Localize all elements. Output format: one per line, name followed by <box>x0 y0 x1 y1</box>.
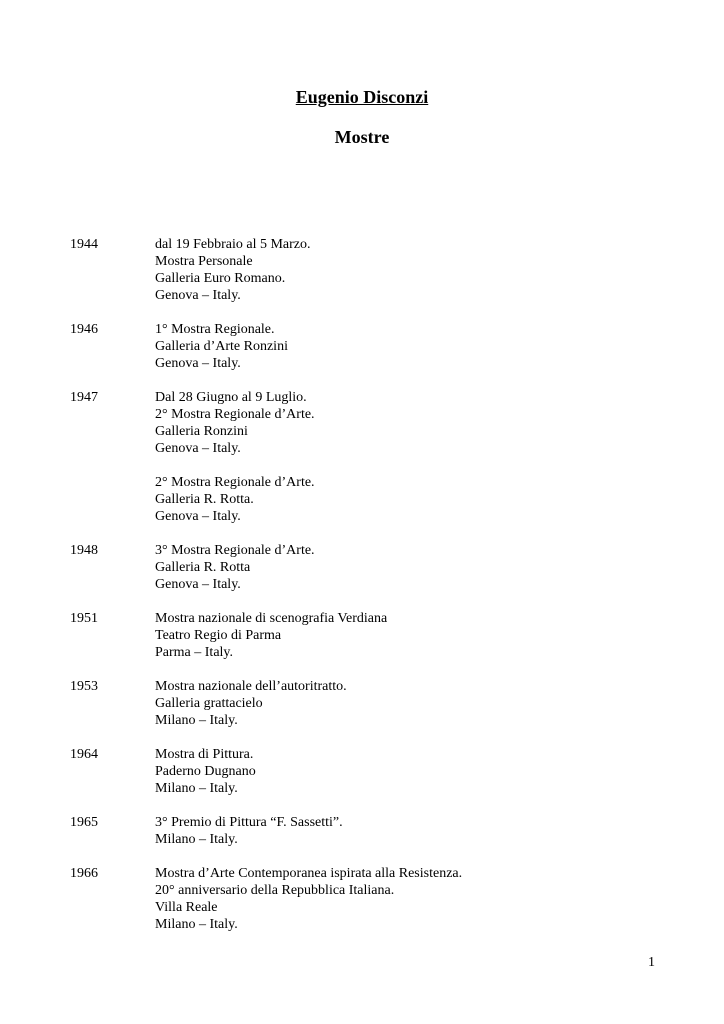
entry-detail-line: Villa Reale <box>155 900 218 915</box>
entry-details <box>155 610 690 661</box>
entry-detail-line: Mostra Personale <box>155 254 253 269</box>
entry-detail-line: Mostra nazionale di scenografia Verdiana <box>155 611 388 626</box>
entry-detail-line: 2° Mostra Regionale d’Arte. <box>155 475 315 490</box>
entry-detail-line: 3° Mostra Regionale d’Arte. <box>155 543 315 558</box>
exhibition-entry <box>70 542 690 593</box>
entry-detail-line: Galleria Euro Romano. <box>155 271 286 286</box>
entry-detail-line: Mostra nazionale dell’autoritratto. <box>155 679 347 694</box>
entry-year: 1951 <box>70 611 98 626</box>
exhibition-list <box>70 236 690 950</box>
entry-detail-line: 1° Mostra Regionale. <box>155 322 275 337</box>
entry-detail-line: Galleria Ronzini <box>155 424 248 439</box>
entry-details <box>155 474 690 525</box>
entry-details <box>155 542 690 593</box>
exhibition-entry <box>70 321 690 372</box>
entry-year: 1953 <box>70 679 98 694</box>
entry-details <box>155 236 690 304</box>
exhibition-entry <box>70 678 690 729</box>
entry-detail-line: 3° Premio di Pittura “F. Sassetti”. <box>155 815 343 830</box>
entry-details <box>155 678 690 729</box>
entry-detail-line: Milano – Italy. <box>155 713 238 728</box>
entry-details <box>155 389 690 457</box>
entry-detail-line: Galleria grattacielo <box>155 696 263 711</box>
exhibition-entry <box>70 865 690 933</box>
entry-detail-line: Dal 28 Giugno al 9 Luglio. <box>155 390 307 405</box>
page-number: 1 <box>648 955 655 970</box>
entry-year: 1948 <box>70 543 98 558</box>
entry-detail-line: 20° anniversario della Repubblica Italiana. <box>155 883 395 898</box>
exhibition-entry <box>70 389 690 457</box>
entry-detail-line: Milano – Italy. <box>155 781 238 796</box>
entry-detail-line: Genova – Italy. <box>155 509 241 524</box>
entry-year: 1946 <box>70 322 98 337</box>
exhibition-entry <box>70 474 690 525</box>
entry-detail-line: Teatro Regio di Parma <box>155 628 282 643</box>
entry-year <box>70 474 155 525</box>
entry-detail-line: Mostra di Pittura. <box>155 747 254 762</box>
entry-year: 1947 <box>70 390 98 405</box>
entry-year: 1944 <box>70 237 98 252</box>
document-subtitle: Mostre <box>334 127 390 147</box>
entry-detail-line: Paderno Dugnano <box>155 764 256 779</box>
entry-detail-line: Milano – Italy. <box>155 832 238 847</box>
entry-year: 1966 <box>70 866 98 881</box>
entry-details <box>155 321 690 372</box>
entry-detail-line: Parma – Italy. <box>155 645 234 660</box>
exhibition-entry <box>70 236 690 304</box>
exhibition-entry <box>70 814 690 848</box>
entry-year: 1965 <box>70 815 98 830</box>
entry-detail-line: Galleria R. Rotta. <box>155 492 254 507</box>
entry-details <box>155 746 690 797</box>
entry-detail-line: Milano – Italy. <box>155 917 238 932</box>
entry-detail-line: Genova – Italy. <box>155 577 241 592</box>
entry-detail-line: Genova – Italy. <box>155 441 241 456</box>
entry-detail-line: Mostra d’Arte Contemporanea ispirata alla Resistenza. <box>155 866 463 881</box>
exhibition-entry <box>70 610 690 661</box>
entry-detail-line: 2° Mostra Regionale d’Arte. <box>155 407 315 422</box>
entry-details <box>155 865 690 933</box>
entry-detail-line: Genova – Italy. <box>155 356 241 371</box>
entry-detail-line: dal 19 Febbraio al 5 Marzo. <box>155 237 311 252</box>
entry-detail-line: Genova – Italy. <box>155 288 241 303</box>
entry-details <box>155 814 690 848</box>
entry-detail-line: Galleria R. Rotta <box>155 560 251 575</box>
exhibition-entry <box>70 746 690 797</box>
entry-year: 1964 <box>70 747 98 762</box>
document-title: Eugenio Disconzi <box>295 87 429 107</box>
entry-detail-line: Galleria d’Arte Ronzini <box>155 339 288 354</box>
